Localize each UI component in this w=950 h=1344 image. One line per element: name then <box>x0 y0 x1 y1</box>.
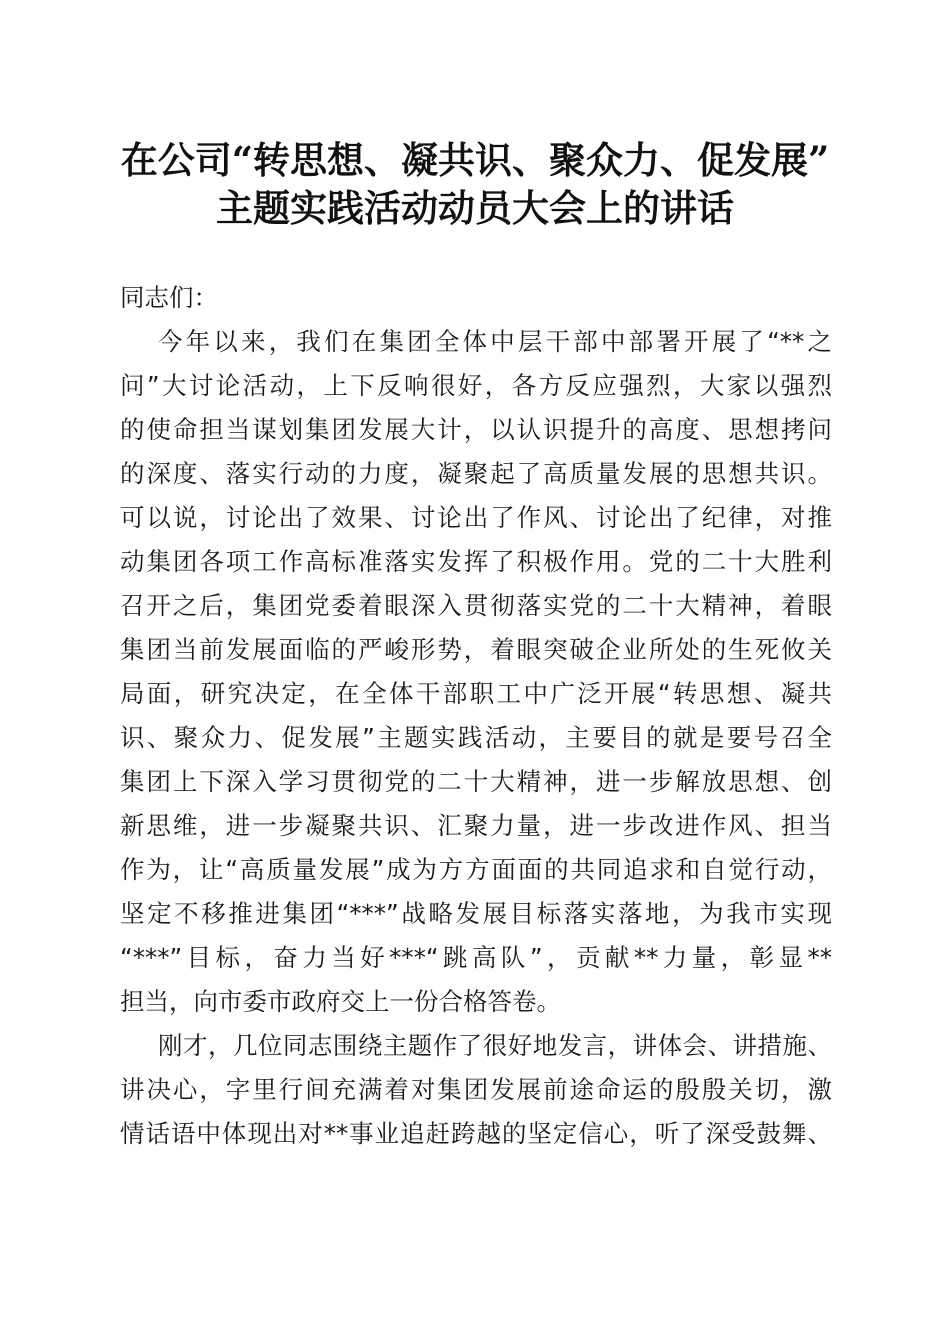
paragraph-line: 集团当前发展面临的严峻形势，着眼突破企业所处的生死攸关 <box>120 635 832 664</box>
salutation: 同志们： <box>120 283 218 312</box>
paragraph-line: 作为，让“高质量发展”成为方方面面的共同追求和自觉行动， <box>120 855 832 884</box>
paragraph-line: 动集团各项工作高标准落实发挥了积极作用。党的二十大胜利 <box>120 547 832 576</box>
paragraph-line: “***”目标，奋力当好***“跳高队”，贡献**力量，彰显** <box>120 943 832 972</box>
paragraph-line: 的使命担当谋划集团发展大计，以认识提升的高度、思想拷问 <box>120 415 832 444</box>
paragraph-line: 的深度、落实行动的力度，凝聚起了高质量发展的思想共识。 <box>120 459 832 488</box>
paragraph-line: 局面，研究决定，在全体干部职工中广泛开展“转思想、凝共 <box>120 679 832 708</box>
paragraph-line: 问”大讨论活动，上下反响很好，各方反应强烈，大家以强烈 <box>120 371 832 400</box>
paragraph-line: 集团上下深入学习贯彻党的二十大精神，进一步解放思想、创 <box>120 767 832 796</box>
document-title-line-2: 主题实践活动动员大会上的讲话 <box>216 186 734 230</box>
paragraph-line: 召开之后，集团党委着眼深入贯彻落实党的二十大精神，着眼 <box>120 591 832 620</box>
paragraph-line: 讲决心，字里行间充满着对集团发展前途命运的殷殷关切，激 <box>120 1075 832 1104</box>
paragraph-line: 可以说，讨论出了效果、讨论出了作风、讨论出了纪律，对推 <box>120 503 832 532</box>
paragraph-line: 刚才，几位同志围绕主题作了很好地发言，讲体会、讲措施、 <box>158 1031 832 1060</box>
paragraph-line: 坚定不移推进集团“***”战略发展目标落实落地，为我市实现 <box>120 899 832 928</box>
paragraph-line: 识、聚众力、促发展”主题实践活动，主要目的就是要号召全 <box>120 723 832 752</box>
paragraph-line: 担当，向市委市政府交上一份合格答卷。 <box>120 987 561 1016</box>
paragraph-line: 今年以来，我们在集团全体中层干部中部署开展了“**之 <box>158 327 832 356</box>
paragraph-line: 新思维，进一步凝聚共识、汇聚力量，进一步改进作风、担当 <box>120 811 832 840</box>
paragraph-line: 情话语中体现出对**事业追赶跨越的坚定信心，听了深受鼓舞、 <box>120 1119 832 1148</box>
document-title-line-1: 在公司“转思想、凝共识、聚众力、促发展” <box>120 138 830 182</box>
